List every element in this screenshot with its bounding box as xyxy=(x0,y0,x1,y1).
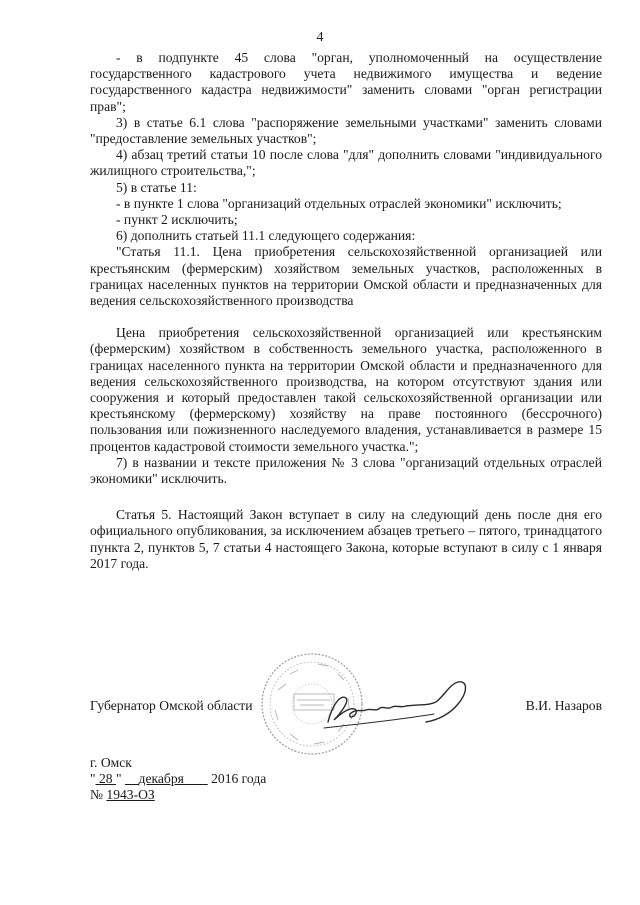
paragraph-item-5-point-2: - пункт 2 исключить; xyxy=(116,212,238,228)
paragraph-article-11-1-text: Цена приобретения сельскохозяйственной организацией или крестьянским (фермерским) хозяйством в собственность земельного участка, расположенного в границах населенного пункта на территории Омской области и предназначенного для ведения сельскохозяйственного производства, на котором отсутствуют здания или сооружения и который предоставлен такой сельскохозяйственной организации или крестьянскому (фермерскому) хозяйству на праве постоянного (бессрочного) пользования или пожизненного наследуемого владения, устанавливается в размере 15 процентов кадастровой стоимости земельного участка."; xyxy=(90,325,602,454)
paragraph-item-5: 5) в статье 11: xyxy=(116,179,197,195)
paragraph-article-11-1-title: "Статья 11.1. Цена приобретения сельскохозяйственной организацией или крестьянским (фермерским) хозяйством земельных участков, расположенных в границах населенных пунктов на территории Омской области и предназначенных для ведения сельскохозяйственного производства xyxy=(90,244,602,309)
signatory-position: Губернатор Омской области xyxy=(90,698,253,713)
place-date-block xyxy=(90,755,266,803)
paragraph-item-5-point-1: - в пункте 1 слова "организаций отдельных отраслей экономики" исключить; xyxy=(116,195,562,211)
paragraph-item-6: 6) дополнить статьей 11.1 следующего содержания: xyxy=(116,228,416,244)
date-close-quote: " xyxy=(115,771,122,786)
date-open-quote: " xyxy=(90,771,96,786)
paragraph-article-5: Статья 5. Настоящий Закон вступает в силу на следующий день после дня его официального опубликования, за исключением абзацев третьего – пятого, тринадцатого пункта 2, пунктов 5, 7 статьи 4 настоящего Закона, которые вступают в силу с 1 января 2017 года. xyxy=(90,507,602,571)
spacer xyxy=(90,309,602,325)
signature-block xyxy=(90,698,602,720)
date-line xyxy=(90,771,266,787)
law-number-prefix: № xyxy=(90,787,103,802)
date-day: 28 xyxy=(98,771,113,786)
signatory-name: В.И. Назаров xyxy=(525,698,602,713)
date-month: декабря xyxy=(138,771,184,786)
law-number-line xyxy=(90,787,266,803)
place: г. Омск xyxy=(90,755,132,770)
paragraph-clause-45: - в подпункте 45 слова "орган, уполномоченный на осуществление государственного кадастрового учета недвижимого имущества и ведение государственного кадастра недвижимости" заменить словами "орган регистрации прав"; xyxy=(90,50,602,114)
document-body xyxy=(90,50,602,572)
page-number: 4 xyxy=(316,30,324,45)
paragraph-item-7: 7) в названии и тексте приложения № 3 слова "организаций отдельных отраслей экономики" исключить. xyxy=(90,454,602,487)
spacer xyxy=(90,487,602,507)
paragraph-item-3: 3) в статье 6.1 слова "распоряжение земельными участками" заменить словами "предоставление земельных участков"; xyxy=(90,114,602,147)
paragraph-item-4: 4) абзац третий статьи 10 после слова "для" дополнить словами "индивидуального жилищного строительства,"; xyxy=(90,147,602,179)
law-number: 1943-ОЗ xyxy=(106,787,155,802)
date-year: 2016 года xyxy=(211,771,267,786)
